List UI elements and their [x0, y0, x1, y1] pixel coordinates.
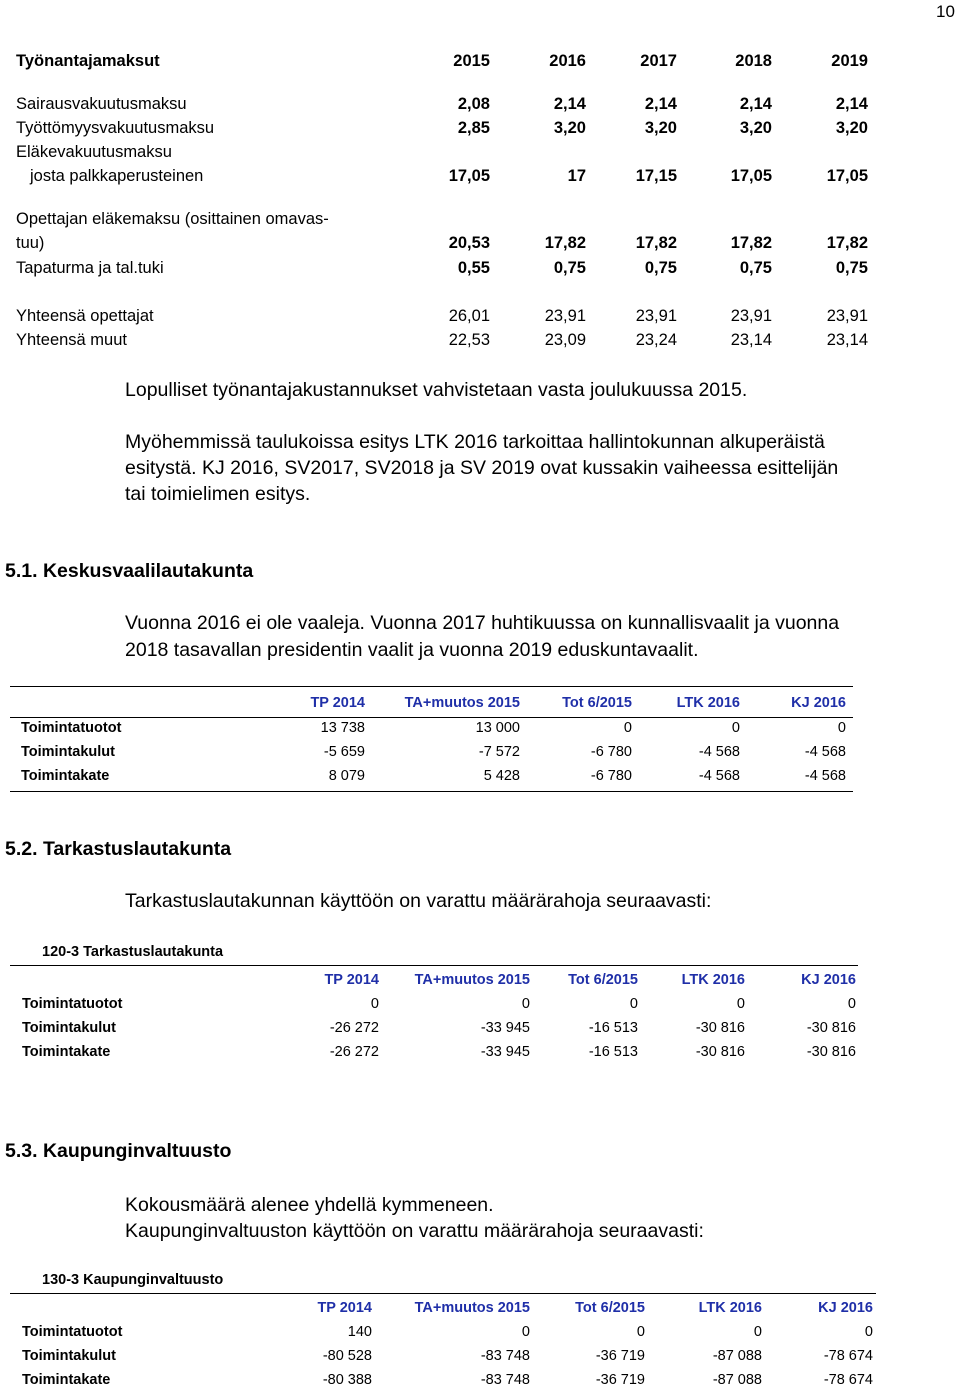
cell: -83 748	[480, 1372, 530, 1388]
table-row	[10, 720, 855, 742]
table-row	[10, 744, 855, 766]
note-paragraph: Lopulliset työnantajakustannukset vahvistetaan vasta joulukuussa 2015.	[125, 379, 748, 401]
table-row	[10, 1348, 880, 1370]
cell: -16 513	[588, 1044, 638, 1060]
cell: 5 428	[483, 768, 520, 784]
table-header-row	[10, 972, 860, 994]
year-header: 2019	[831, 52, 868, 70]
section-heading: 5.3. Kaupunginvaltuusto	[5, 1140, 232, 1162]
row-label: Toimintakate	[21, 768, 110, 784]
cell: 23,91	[635, 307, 677, 325]
cell: 13 000	[475, 720, 520, 736]
cell: -33 945	[480, 1020, 530, 1036]
cell: 3,20	[644, 119, 677, 137]
row-label: Toimintakate	[22, 1044, 111, 1060]
table-row	[16, 164, 876, 188]
column-header: KJ 2016	[801, 972, 856, 988]
column-header: TA+muutos 2015	[414, 972, 530, 988]
cell: -6 780	[590, 744, 632, 760]
table-header-row	[10, 1300, 880, 1322]
year-header: 2016	[549, 52, 586, 70]
cell: 0,75	[553, 259, 586, 277]
cell: 0	[623, 720, 632, 736]
row-label: Toimintakate	[22, 1372, 111, 1388]
column-header: TP 2014	[324, 972, 379, 988]
table-row	[16, 140, 876, 164]
table-row	[10, 1020, 860, 1042]
cell: -33 945	[480, 1044, 530, 1060]
cell: -30 816	[695, 1020, 745, 1036]
table-header-row	[10, 695, 855, 717]
cell: 17,82	[544, 234, 586, 252]
cell: -26 272	[329, 1044, 379, 1060]
cell: 2,14	[835, 95, 868, 113]
cell: -83 748	[480, 1348, 530, 1364]
cell: 0,75	[739, 259, 772, 277]
row-label: Toimintakulut	[21, 744, 115, 760]
row-label: Toimintatuotot	[22, 996, 123, 1012]
cell: 2,14	[739, 95, 772, 113]
cell: 2,14	[644, 95, 677, 113]
cell: -4 568	[698, 744, 740, 760]
column-header: LTK 2016	[681, 972, 745, 988]
cell: 0	[837, 720, 846, 736]
cell: 17,82	[730, 234, 772, 252]
row-label: tuu)	[16, 234, 45, 252]
row-label: Tapaturma ja tal.tuki	[16, 259, 164, 277]
row-label: Työttömyysvakuutusmaksu	[16, 119, 215, 137]
cell: 17,05	[730, 167, 772, 185]
cell: -78 674	[823, 1348, 873, 1364]
row-label: Yhteensä muut	[16, 331, 127, 349]
table-row	[10, 1324, 880, 1346]
table-row	[10, 1372, 880, 1394]
cell: 17	[567, 167, 586, 185]
cell: 0	[521, 1324, 530, 1340]
table-top-rule	[10, 965, 858, 966]
table-bottom-rule	[10, 791, 853, 792]
cell: 0	[521, 996, 530, 1012]
table-name: 120-3 Tarkastuslautakunta	[42, 944, 224, 960]
cell: 20,53	[448, 234, 490, 252]
section-text: Kaupunginvaltuuston käyttöön on varattu määrärahoja seuraavasti:	[125, 1220, 704, 1242]
note-paragraph: Myöhemmissä taulukoissa esitys LTK 2016 tarkoittaa hallintokunnan alkuperäistä	[125, 431, 825, 453]
cell: 2,08	[457, 95, 490, 113]
table-row	[16, 116, 876, 140]
row-label: Toimintatuotot	[21, 720, 122, 736]
table-title: Työnantajamaksut	[16, 52, 160, 70]
cell: 3,20	[835, 119, 868, 137]
cell: 23,91	[826, 307, 868, 325]
cell: -80 528	[322, 1348, 372, 1364]
cell: -78 674	[823, 1372, 873, 1388]
cell: 17,05	[448, 167, 490, 185]
column-header: Tot 6/2015	[575, 1300, 645, 1316]
cell: -87 088	[712, 1348, 762, 1364]
table-row	[16, 231, 876, 255]
table-row	[16, 92, 876, 116]
note-paragraph: tai toimielimen esitys.	[125, 483, 311, 505]
row-label: Eläkevakuutusmaksu	[16, 143, 172, 161]
cell: 8 079	[328, 768, 365, 784]
cell: 23,91	[730, 307, 772, 325]
cell: 0,55	[457, 259, 490, 277]
cell: 3,20	[553, 119, 586, 137]
row-label: Yhteensä opettajat	[16, 307, 154, 325]
table-header-row	[16, 49, 876, 73]
cell: -80 388	[322, 1372, 372, 1388]
table-header-rule	[10, 717, 853, 718]
cell: -30 816	[695, 1044, 745, 1060]
column-header: KJ 2016	[791, 695, 846, 711]
cell: 0	[847, 996, 856, 1012]
total-row	[16, 328, 876, 352]
cell: -26 272	[329, 1020, 379, 1036]
column-header: LTK 2016	[676, 695, 740, 711]
section-text: Tarkastuslautakunnan käyttöön on varattu määrärahoja seuraavasti:	[125, 890, 712, 912]
row-label: Toimintatuotot	[22, 1324, 123, 1340]
column-header: TA+muutos 2015	[414, 1300, 530, 1316]
table-row	[10, 1044, 860, 1066]
cell: -5 659	[323, 744, 365, 760]
cell: 0,75	[835, 259, 868, 277]
total-row	[16, 304, 876, 328]
cell: 17,82	[635, 234, 677, 252]
cell: -36 719	[595, 1372, 645, 1388]
cell: 0	[636, 1324, 645, 1340]
cell: -36 719	[595, 1348, 645, 1364]
cell: -4 568	[804, 768, 846, 784]
section-text: Vuonna 2016 ei ole vaaleja. Vuonna 2017 huhtikuussa on kunnallisvaalit ja vuonna	[125, 612, 840, 634]
cell: 0	[731, 720, 740, 736]
cell: 2,85	[457, 119, 490, 137]
table-name: 130-3 Kaupunginvaltuusto	[42, 1272, 224, 1288]
cell: 2,14	[553, 95, 586, 113]
table-row	[16, 256, 876, 280]
table-top-rule	[10, 686, 853, 687]
column-header: TP 2014	[310, 695, 365, 711]
table-row	[10, 768, 855, 790]
table-row	[16, 207, 876, 231]
cell: 23,14	[826, 331, 868, 349]
table-row	[10, 996, 860, 1018]
cell: -4 568	[698, 768, 740, 784]
cell: -6 780	[590, 768, 632, 784]
cell: 22,53	[448, 331, 490, 349]
cell: 0,75	[644, 259, 677, 277]
cell: 13 738	[320, 720, 365, 736]
cell: 17,15	[635, 167, 677, 185]
note-paragraph: esitystä. KJ 2016, SV2017, SV2018 ja SV 2019 ovat kussakin vaiheessa esittelijän	[125, 457, 839, 479]
row-label: Toimintakulut	[22, 1348, 116, 1364]
row-label: Toimintakulut	[22, 1020, 116, 1036]
table-top-rule	[10, 1293, 876, 1294]
cell: 0	[753, 1324, 762, 1340]
column-header: TP 2014	[317, 1300, 372, 1316]
cell: 0	[629, 996, 638, 1012]
page-number: 10	[936, 2, 955, 21]
cell: 23,14	[730, 331, 772, 349]
cell: 23,24	[635, 331, 677, 349]
year-header: 2015	[453, 52, 490, 70]
column-header: Tot 6/2015	[568, 972, 638, 988]
section-heading: 5.1. Keskusvaalilautakunta	[5, 560, 254, 582]
cell: 140	[347, 1324, 372, 1340]
cell: -16 513	[588, 1020, 638, 1036]
row-label: Opettajan eläkemaksu (osittainen omavas-	[16, 210, 329, 228]
cell: 26,01	[448, 307, 490, 325]
year-header: 2018	[735, 52, 772, 70]
column-header: LTK 2016	[698, 1300, 762, 1316]
cell: 17,05	[826, 167, 868, 185]
cell: 23,91	[544, 307, 586, 325]
section-text: Kokousmäärä alenee yhdellä kymmeneen.	[125, 1194, 494, 1216]
cell: -87 088	[712, 1372, 762, 1388]
cell: -30 816	[806, 1020, 856, 1036]
column-header: KJ 2016	[818, 1300, 873, 1316]
cell: -4 568	[804, 744, 846, 760]
cell: 0	[370, 996, 379, 1012]
year-header: 2017	[640, 52, 677, 70]
cell: -30 816	[806, 1044, 856, 1060]
row-label: josta palkkaperusteinen	[30, 167, 204, 185]
column-header: Tot 6/2015	[562, 695, 632, 711]
cell: -7 572	[478, 744, 520, 760]
cell: 23,09	[544, 331, 586, 349]
section-heading: 5.2. Tarkastuslautakunta	[5, 838, 232, 860]
cell: 0	[864, 1324, 873, 1340]
column-header: TA+muutos 2015	[404, 695, 520, 711]
section-text: 2018 tasavallan presidentin vaalit ja vuonna 2019 eduskuntavaalit.	[125, 639, 699, 661]
cell: 0	[736, 996, 745, 1012]
cell: 3,20	[739, 119, 772, 137]
row-label: Sairausvakuutusmaksu	[16, 95, 187, 113]
cell: 17,82	[826, 234, 868, 252]
